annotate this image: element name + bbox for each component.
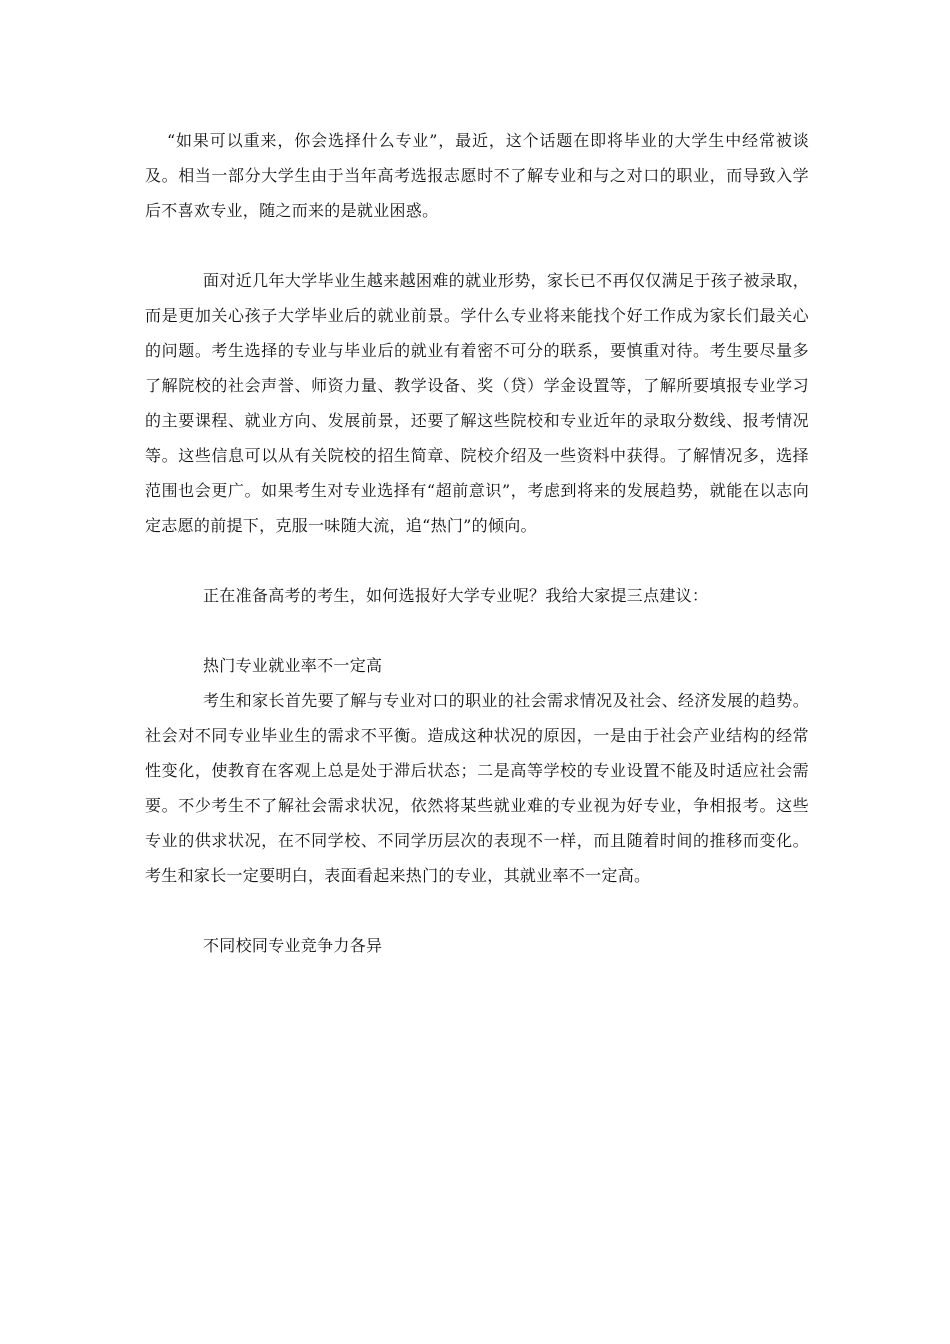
suggestions-intro-paragraph: 正在准备高考的考生，如何选报好大学专业呢？我给大家提三点建议： — [203, 586, 709, 605]
hot-majors-paragraph: 考生和家长首先要了解与专业对口的职业的社会需求情况及社会、经济发展的趋势。社会对不同专业毕业生的需求不平衡。造成这种状况的原因，一是由于社会产业结构的经常性变化，使教育在客观上总是处于滞后状态；二是高等学校的专业设置不能及时适应社会需要。不少考生不了解社会需求状况，依然将某些就业难的专业视为好专业，争相报考。这些专业的供求状况，在不同学校、不同学历层次的表现不一样，而且随着时间的推移而变化。考生和家长一定要明白，表面看起来热门的专业，其就业率不一定高。 — [145, 691, 809, 885]
intro-paragraph: “如果可以重来，你会选择什么专业”，最近，这个话题在即将毕业的大学生中经常被谈及。相当一部分大学生由于当年高考选报志愿时不了解专业和与之对口的职业，而导致入学后不喜欢专业，随之而来的是就业困惑。 — [145, 131, 809, 220]
document-body — [145, 123, 809, 963]
section-heading-hot-majors: 热门专业就业率不一定高 — [203, 656, 383, 675]
employment-outlook-paragraph: 面对近几年大学毕业生越来越困难的就业形势，家长已不再仅仅满足于孩子被录取，而是更加关心孩子大学毕业后的就业前景。学什么专业将来能找个好工作成为家长们最关心的问题。考生选择的专业与毕业后的就业有着密不可分的联系，要慎重对待。考生要尽量多了解院校的社会声誉、师资力量、教学设备、奖（贷）学金设置等，了解所要填报专业学习的主要课程、就业方向、发展前景，还要了解这些院校和专业近年的录取分数线、报考情况等。这些信息可以从有关院校的招生简章、院校介绍及一些资料中获得。了解情况多，选择范围也会更广。如果考生对专业选择有“超前意识”，考虑到将来的发展趋势，就能在以志向定志愿的前提下，克服一味随大流，追“热门”的倾向。 — [145, 271, 809, 535]
section-heading-school-competitiveness: 不同校同专业竞争力各异 — [203, 936, 383, 955]
